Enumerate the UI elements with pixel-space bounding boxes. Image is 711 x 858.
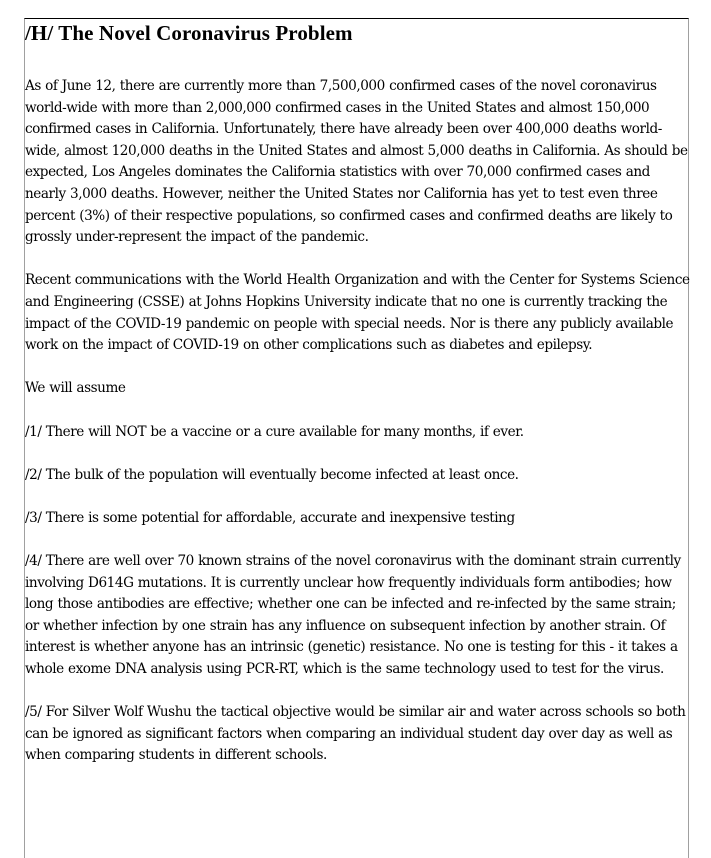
document-title: /H/ The Novel Coronavirus Problem (25, 21, 353, 45)
assumption-item-3: /3/ There is some potential for affordable, accurate and inexpensive testing (25, 509, 515, 526)
assumption-item-5: /5/ For Silver Wolf Wushu the tactical objective would be similar air and water across schools so both can be ignored as significant factors when comparing an individual student day over day as well as when comparing students in different schools. (25, 704, 686, 764)
paragraph-case-statistics: As of June 12, there are currently more than 7,500,000 confirmed cases of the novel coronavirus world-wide with more than 2,000,000 confirmed cases in the United States and almost 150,000 confirmed cases in California. Unfortunately, there have already been over 400,000 deaths world-wide, almost 120,000 deaths in the United States and almost 5,000 deaths in California. As should be expected, Los Angeles dominates the California statistics with over 70,000 confirmed cases and nearly 3,000 deaths. However, neither the United States nor California has yet to test even three percent (3%) of their respective populations, so confirmed cases and confirmed deaths are likely to grossly under-represent the impact of the pandemic. (25, 78, 688, 246)
document-body (25, 20, 690, 767)
paragraph-who-communications: Recent communications with the World Health Organization and with the Center for Systems Science and Engineering (CSSE) at Johns Hopkins University indicate that no one is currently tracking the impact of the COVID-19 pandemic on people with special needs. Nor is there any publicly available work on the impact of COVID-19 on other complications such as diabetes and epilepsy. (25, 272, 690, 354)
assumption-item-1: /1/ There will NOT be a vaccine or a cure available for many months, if ever. (25, 423, 524, 440)
assumption-item-2: /2/ The bulk of the population will eventually become infected at least once. (25, 466, 519, 483)
assumption-item-4: /4/ There are well over 70 known strains of the novel coronavirus with the dominant strain currently involving D614G mutations. It is currently unclear how frequently individuals form antibodies; how long those antibodies are effective; whether one can be infected and re-infected by the same strain; or whether infection by one strain has any influence on subsequent infection by another strain. Of interest is whether anyone has an intrinsic (genetic) resistance. No one is testing for this - it takes a whole exome DNA analysis using PCR-RT, which is the same technology used to test for the virus. (25, 553, 681, 678)
paragraph-assumptions-intro: We will assume (25, 380, 126, 397)
